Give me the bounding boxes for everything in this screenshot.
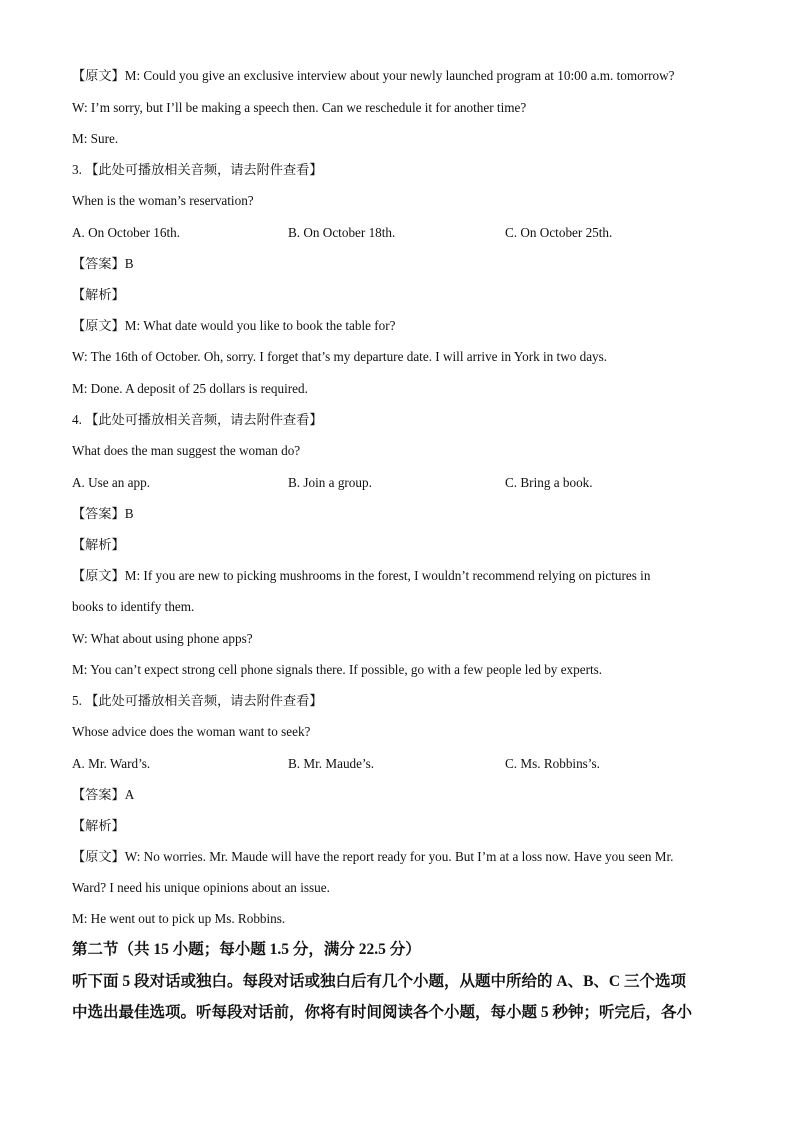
q4-option-b: B. Join a group. [288, 475, 372, 490]
q5-question: Whose advice does the woman want to seek? [72, 724, 311, 739]
q4-option-a: A. Use an app. [72, 475, 151, 490]
q5-transcript-line-2: M: He went out to pick up Ms. Robbins. [72, 911, 286, 926]
q4-answer: 【答案】B [72, 506, 134, 521]
q4-header: 4. 【此处可播放相关音频，请去附件查看】 [72, 412, 323, 427]
q5-option-a: A. Mr. Ward’s. [72, 756, 151, 771]
q2-transcript-line-1: 【原文】M: Could you give an exclusive interview about your newly launched program at 10:00 a.m. tomorrow? [72, 68, 675, 83]
q3-transcript-line-2: W: The 16th of October. Oh, sorry. I forget that’s my departure date. I will arrive in York in two days. [72, 349, 608, 364]
q4-question: What does the man suggest the woman do? [72, 443, 301, 458]
q5-option-b: B. Mr. Maude’s. [288, 756, 375, 771]
q3-transcript-line-1: 【原文】M: What date would you like to book the table for? [72, 318, 396, 333]
q3-option-a: A. On October 16th. [72, 225, 181, 240]
q4-option-c: C. Bring a book. [505, 475, 593, 490]
q3-option-c: C. On October 25th. [505, 225, 613, 240]
q5-transcript-line-1b: Ward? I need his unique opinions about an issue. [72, 880, 330, 895]
q4-transcript-line-1: 【原文】M: If you are new to picking mushrooms in the forest, I wouldn’t recommend relying on pictures in [72, 568, 651, 583]
section2-instruction-line-1: 听下面 5 段对话或独白。每段对话或独白后有几个小题，从题中所给的 A、B、C 三个选项 [72, 973, 686, 990]
q4-analysis: 【解析】 [72, 537, 125, 552]
q3-answer: 【答案】B [72, 256, 134, 271]
section2-title: 第二节（共 15 小题；每小题 1.5 分，满分 22.5 分） [72, 941, 421, 958]
q4-transcript-line-2: W: What about using phone apps? [72, 631, 253, 646]
q5-analysis: 【解析】 [72, 818, 125, 833]
q4-transcript-line-1b: books to identify them. [72, 599, 195, 614]
q5-transcript-line-1: 【原文】W: No worries. Mr. Maude will have the report ready for you. But I’m at a loss now. Have you seen Mr. [72, 849, 674, 864]
q2-transcript-line-3: M: Sure. [72, 131, 119, 146]
q3-transcript-line-3: M: Done. A deposit of 25 dollars is required. [72, 381, 308, 396]
q5-header: 5. 【此处可播放相关音频，请去附件查看】 [72, 693, 323, 708]
q3-header: 3. 【此处可播放相关音频，请去附件查看】 [72, 162, 323, 177]
section2-instruction-line-2: 中选出最佳选项。听每段对话前，你将有时间阅读各个小题，每小题 5 秒钟；听完后，各小 [72, 1004, 693, 1021]
q3-question: When is the woman’s reservation? [72, 193, 254, 208]
q5-answer: 【答案】A [72, 787, 135, 802]
q5-option-c: C. Ms. Robbins’s. [505, 756, 600, 771]
q4-transcript-line-3: M: You can’t expect strong cell phone signals there. If possible, go with a few people led by experts. [72, 662, 603, 677]
q2-transcript-line-2: W: I’m sorry, but I’ll be making a speech then. Can we reschedule it for another time? [72, 100, 527, 115]
q3-option-b: B. On October 18th. [288, 225, 396, 240]
q3-analysis: 【解析】 [72, 287, 125, 302]
